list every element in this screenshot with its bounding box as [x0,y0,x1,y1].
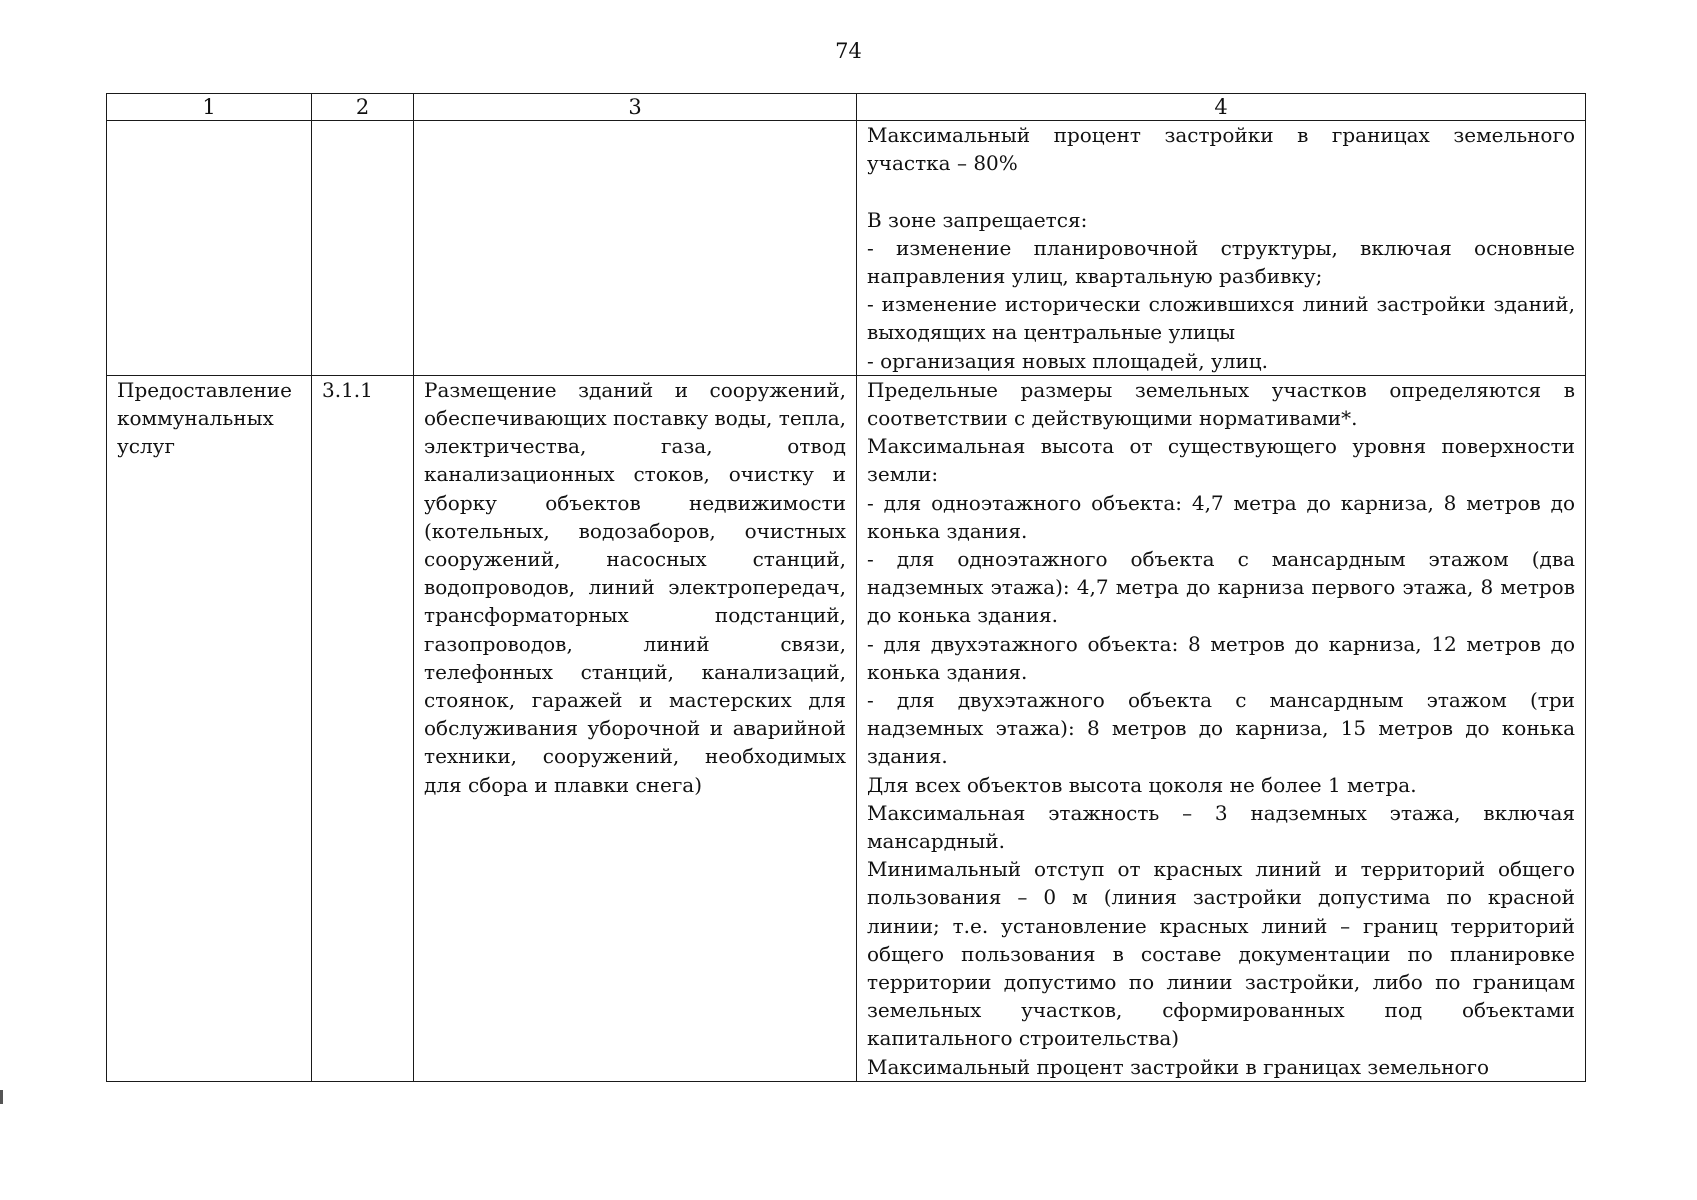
row2-use-type-cell [107,375,312,1081]
max-storeys-text: Максимальная этажность – 3 надземных этажа, включая мансардный. [867,800,1575,854]
column-header-1: 1 [107,94,312,121]
max-height-text: Максимальная высота от существующего уровня поверхности земли: [867,434,1575,487]
max-build-percent-text: Максимальный процент застройки в границах земельного участка – 80% [867,123,1575,176]
table-row [107,375,1586,1081]
row2-code-cell [312,375,414,1081]
table-row [107,121,1586,376]
spacer [867,177,1575,205]
min-setback-text: Минимальный отступ от красных линий и территорий общего пользования – 0 м (линия застройки допустима по красной линии; т.е. установление красных линий – границ территорий общего пользования в составе документации по планировке территории допустимо по линии застройки, либо по границам земельных участков, сформированных под объектами капитального строительства) [867,857,1575,1051]
height-two-storey: - для двухэтажного объекта: 8 метров до карниза, 12 метров до конька здания. [867,631,1575,684]
row1-code-cell [312,121,414,376]
use-type-name: Предоставление коммунальных услуг [117,377,292,459]
row2-description-cell [414,375,857,1081]
scan-edge-mark [0,1090,3,1104]
zoning-regulations-table [106,93,1586,1082]
prohibited-item-2: - изменение исторически сложившихся линий застройки зданий, выходящих на центральные улицы [867,292,1575,345]
row2-parameters-cell [857,375,1586,1081]
prohibited-title: В зоне запрещается: [867,207,1088,232]
table-header-row [107,94,1586,121]
prohibited-item-3: - организация новых площадей, улиц. [867,348,1269,373]
height-two-storey-attic: - для двухэтажного объекта с мансардным этажом (три надземных этажа): 8 метров до карниза, 15 метров до конька здания. [867,688,1575,769]
column-header-4: 4 [857,94,1586,121]
column-header-2: 2 [312,94,414,121]
use-type-code: 3.1.1 [322,377,373,402]
plinth-height-text: Для всех объектов высота цоколя не более 1 метра. [867,772,1417,797]
use-type-description: Размещение зданий и сооружений, обеспечивающих поставку воды, тепла, электричества, газа, отвод канализационных стоков, очистку и уборку объектов недвижимости (котельных, водозаборов, очистных сооружений, насосных станций, водопроводов, линий электропередач, трансформаторных подстанций, газопроводов, линий связи, телефонных станций, канализаций, стоянок, гаражей и мастерских для обслуживания уборочной и аварийной техники, сооружений, необходимых для сбора и плавки снега) [424,377,846,797]
column-header-3: 3 [414,94,857,121]
row1-description-cell [414,121,857,376]
row1-use-type-cell [107,121,312,376]
prohibited-item-1: - изменение планировочной структуры, включая основные направления улиц, квартальную разбивку; [867,235,1575,288]
plot-size-text: Предельные размеры земельных участков определяются в соответствии с действующими нормативами*. [867,377,1575,431]
height-one-storey: - для одноэтажного объекта: 4,7 метра до карниза, 8 метров до конька здания. [867,490,1575,543]
max-build-percent-continued: Максимальный процент застройки в границах земельного [867,1054,1490,1079]
page-number: 74 [835,39,862,63]
row1-parameters-cell [857,121,1586,376]
height-one-storey-attic: - для одноэтажного объекта с мансардным этажом (два надземных этажа): 4,7 метра до карниза первого этажа, 8 метров до конька здания. [867,547,1575,628]
